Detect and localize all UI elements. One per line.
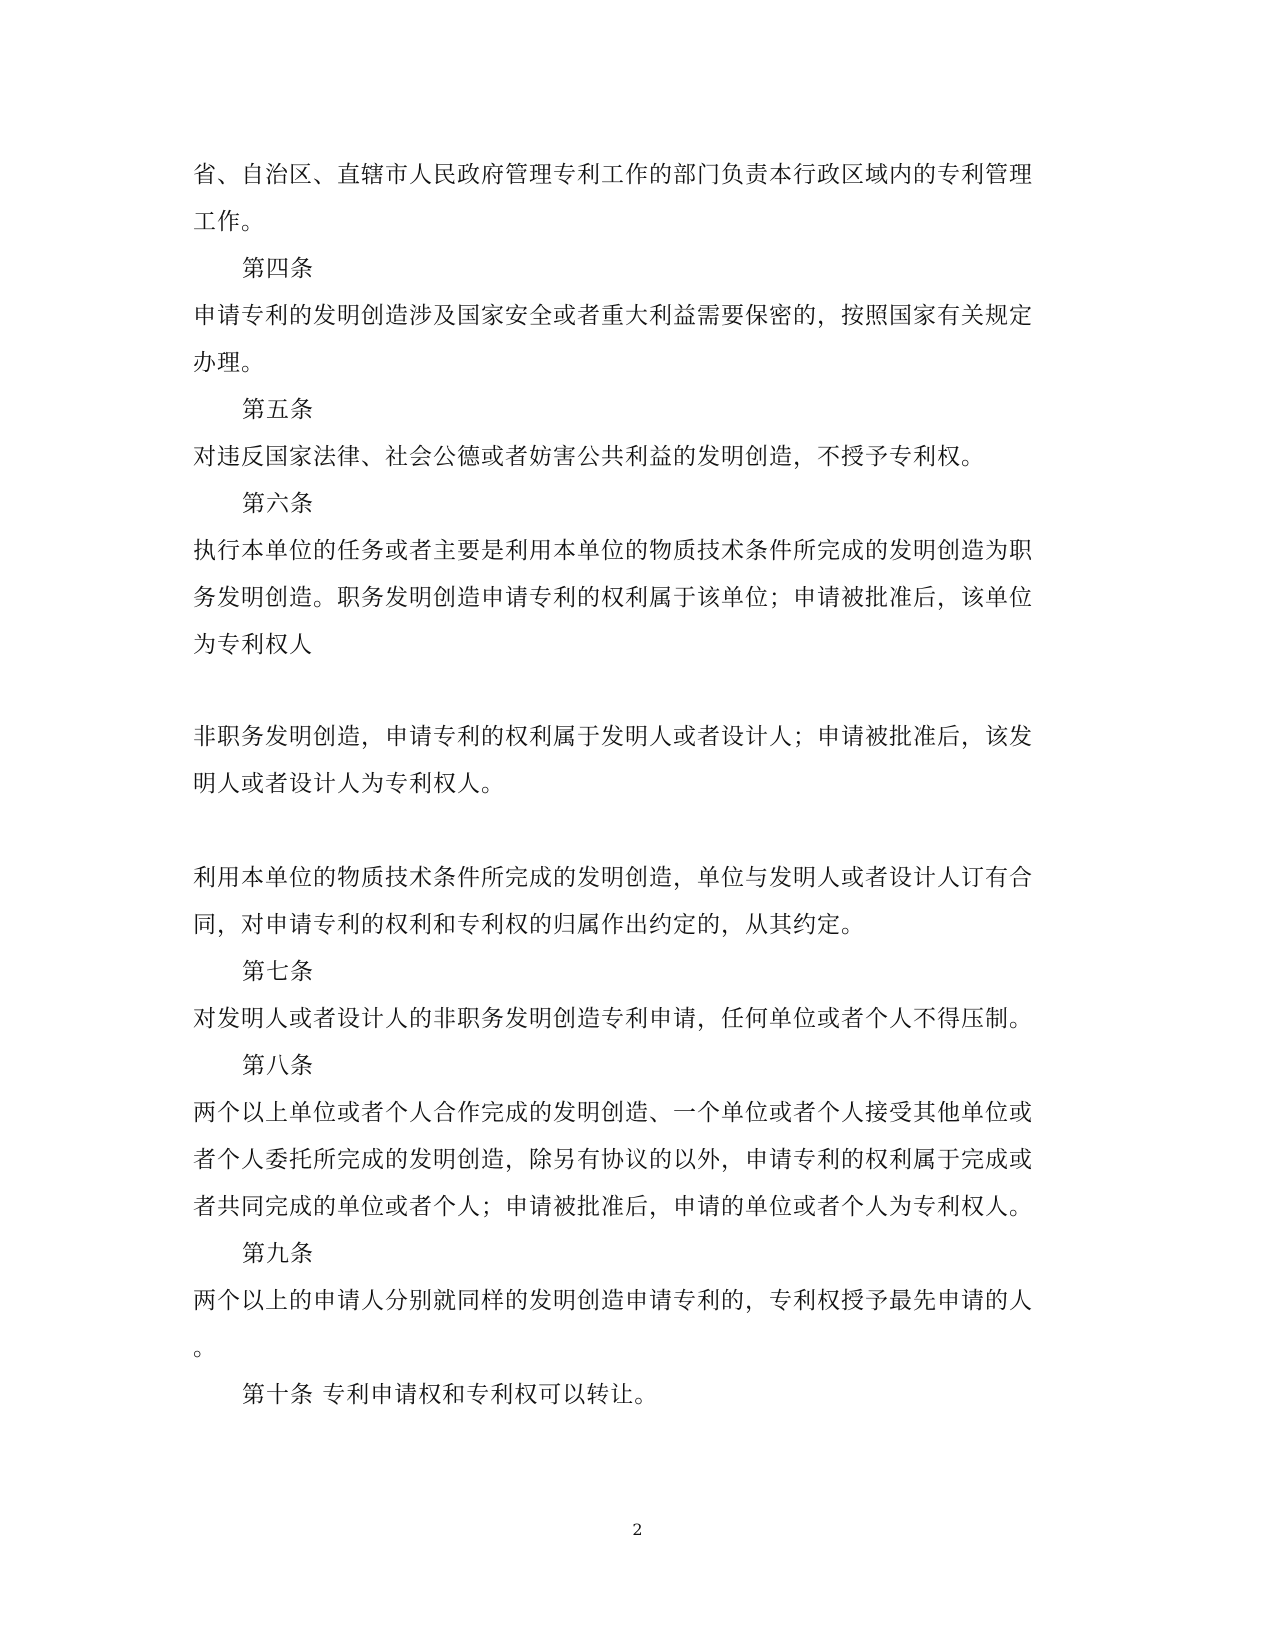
article-heading: 第五条 — [242, 397, 314, 423]
page-number: 2 — [632, 1520, 643, 1539]
text-line: 执行本单位的任务或者主要是利用本单位的物质技术条件所完成的发明创造为职 — [193, 538, 1033, 564]
text-line: 者共同完成的单位或者个人；申请被批准后，申请的单位或者个人为专利权人。 — [193, 1194, 1033, 1220]
text-line: 同，对申请专利的权利和专利权的归属作出约定的，从其约定。 — [193, 912, 865, 938]
text-line: 明人或者设计人为专利权人。 — [193, 771, 505, 797]
article-heading: 第九条 — [242, 1241, 314, 1267]
text-line: 工作。 — [193, 209, 265, 235]
text-line: 两个以上的申请人分别就同样的发明创造申请专利的，专利权授予最先申请的人 — [193, 1288, 1033, 1314]
text-line: 办理。 — [193, 350, 265, 376]
text-line: 对发明人或者设计人的非职务发明创造专利申请，任何单位或者个人不得压制。 — [193, 1006, 1033, 1032]
text-line: 利用本单位的物质技术条件所完成的发明创造，单位与发明人或者设计人订有合 — [193, 865, 1033, 891]
text-line: 务发明创造。职务发明创造申请专利的权利属于该单位；申请被批准后，该单位 — [193, 585, 1033, 611]
text-line: 省、自治区、直辖市人民政府管理专利工作的部门负责本行政区域内的专利管理 — [193, 162, 1033, 188]
article-heading: 第十条 专利申请权和专利权可以转让。 — [242, 1382, 659, 1408]
text-line: 两个以上单位或者个人合作完成的发明创造、一个单位或者个人接受其他单位或 — [193, 1100, 1033, 1126]
article-heading: 第八条 — [242, 1053, 314, 1079]
text-line: 对违反国家法律、社会公德或者妨害公共利益的发明创造，不授予专利权。 — [193, 444, 985, 470]
text-line: 者个人委托所完成的发明创造，除另有协议的以外，申请专利的权利属于完成或 — [193, 1147, 1033, 1173]
text-line: 为专利权人 — [193, 632, 313, 658]
article-heading: 第四条 — [242, 256, 314, 282]
article-heading: 第七条 — [242, 959, 314, 985]
article-heading: 第六条 — [242, 491, 314, 517]
text-line: 。 — [193, 1335, 217, 1361]
text-line: 申请专利的发明创造涉及国家安全或者重大利益需要保密的，按照国家有关规定 — [193, 303, 1033, 329]
text-line: 非职务发明创造，申请专利的权利属于发明人或者设计人；申请被批准后，该发 — [193, 724, 1033, 750]
